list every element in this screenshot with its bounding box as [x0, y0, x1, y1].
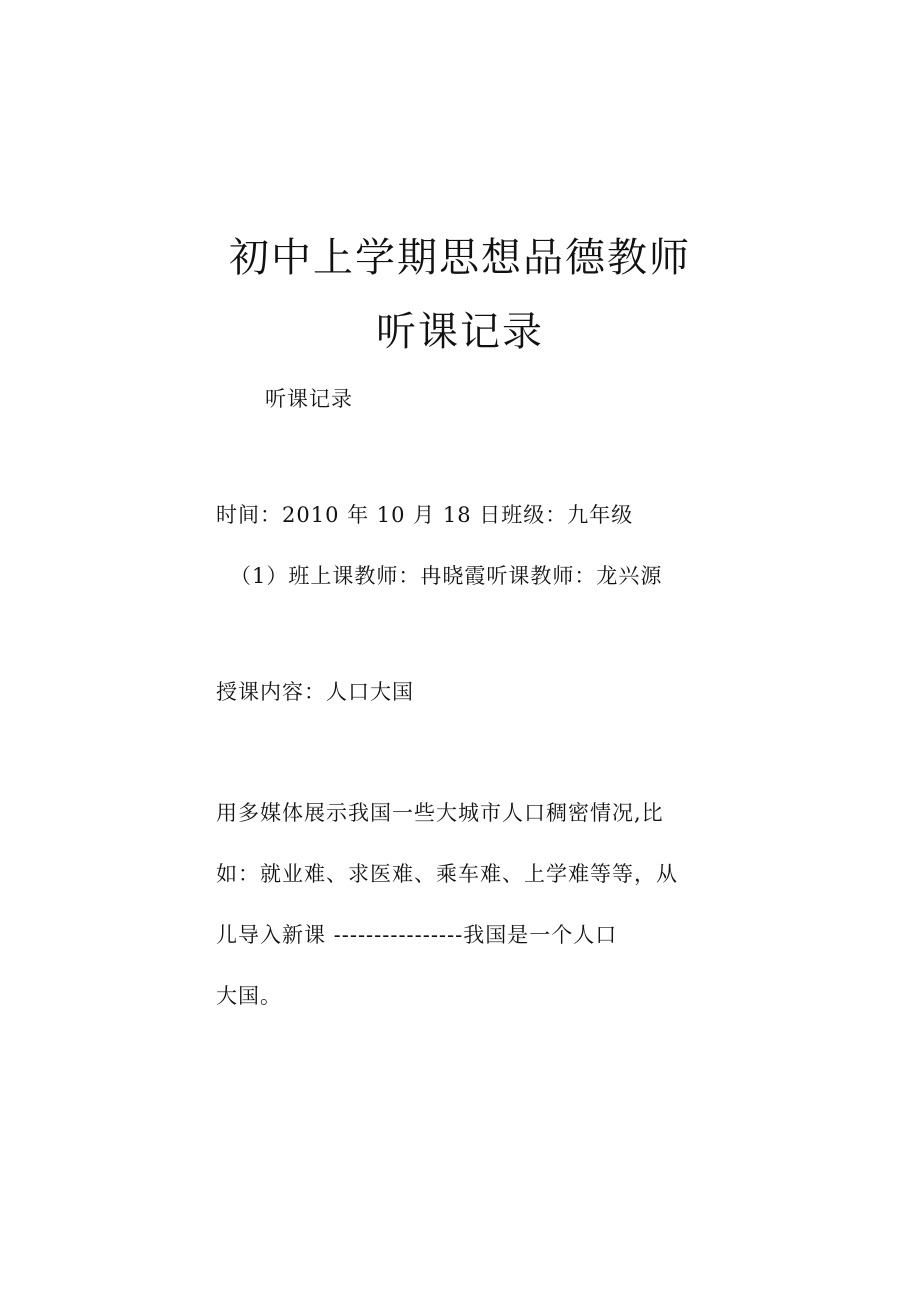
document-title-line-1: 初中上学期思想品德教师 [229, 235, 691, 281]
body-paragraph-line: 儿导入新课 ----------------我国是一个人口 [216, 923, 618, 947]
lesson-topic: 授课内容：人口大国 [216, 680, 414, 704]
info-line-date-class: 时间：2010 年 10 月 18 日班级：九年级 [216, 503, 634, 527]
body-paragraph-line: 大国。 [216, 984, 282, 1008]
body-paragraph-line: 如：就业难、求医难、乘车难、上学难等等，从 [216, 862, 678, 886]
body-paragraph-line: 用多媒体展示我国一些大城市人口稠密情况,比 [216, 801, 664, 825]
document-title-line-2: 听课记录 [376, 309, 544, 355]
subheading: 听课记录 [265, 387, 353, 411]
info-line-teachers: （1）班上课教师：冉晓霞听课教师：龙兴源 [230, 564, 663, 588]
